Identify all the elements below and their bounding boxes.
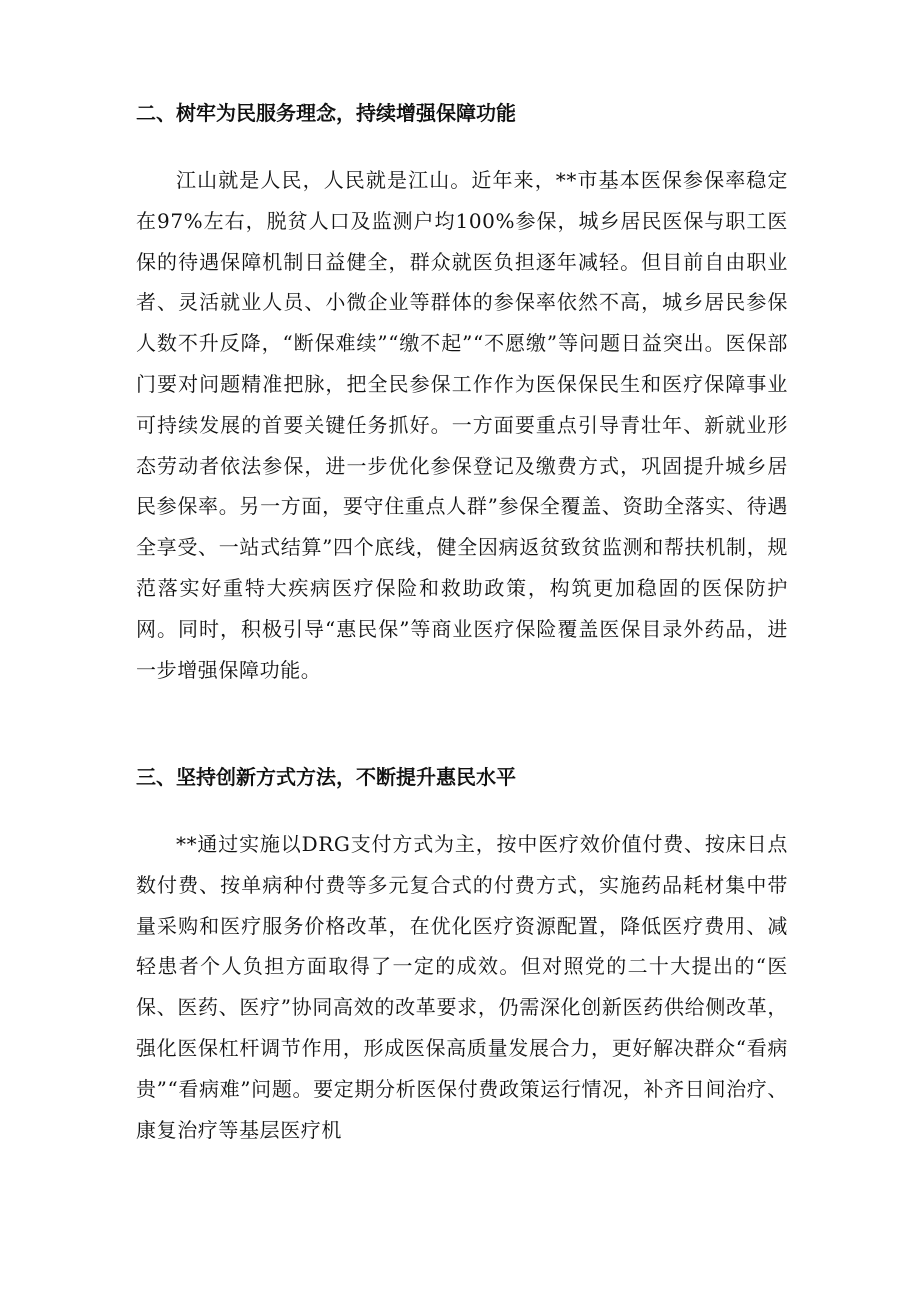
section-2-heading: 二、树牢为民服务理念，持续增强保障功能 bbox=[136, 101, 516, 125]
section-2-paragraph: 江山就是人民，人民就是江山。近年来，**市基本医保参保率稳定在97%左右，脱贫人口及监测户均100%参保，城乡居民医保与职工医保的待遇保障机制日益健全，群众就医负担逐年减轻。但目前自由职业者、灵活就业人员、小微企业等群体的参保率依然不高，城乡居民参保人数不升反降，“断保难续”“缴不起”“不愿缴”等问题日益突出。医保部门要对问题精准把脉，把全民参保工作作为医保保民生和医疗保障事业可持续发展的首要关键任务抓好。一方面要重点引导青壮年、新就业形态劳动者依法参保，进一步优化参保登记及缴费方式，巩固提升城乡居民参保率。另一方面，要守住重点人群”参保全覆盖、资助全落实、待遇全享受、一站式结算”四个底线，健全因病返贫致贫监测和帮扶机制，规范落实好重特大疾病医疗保险和救助政策，构筑更加稳固的医保防护网。同时，积极引导“惠民保”等商业医疗保险覆盖医保目录外药品，进一步增强保障功能。 bbox=[136, 168, 788, 682]
section-3-paragraph: **通过实施以DRG支付方式为主，按中医疗效价值付费、按床日点数付费、按单病种付费等多元复合式的付费方式，实施药品耗材集中带量采购和医疗服务价格改革，在优化医疗资源配置，降低医疗费用、减轻患者个人负担方面取得了一定的成效。但对照党的二十大提出的“医保、医药、医疗”协同高效的改革要求，仍需深化创新医药供给侧改革，强化医保杠杆调节作用，形成医保高质量发展合力，更好解决群众“看病贵”“看病难”问题。要定期分析医保付费政策运行情况，补齐日间治疗、康复治疗等基层医疗机 bbox=[136, 832, 788, 1142]
section-3-heading: 三、坚持创新方式方法，不断提升惠民水平 bbox=[136, 765, 516, 789]
